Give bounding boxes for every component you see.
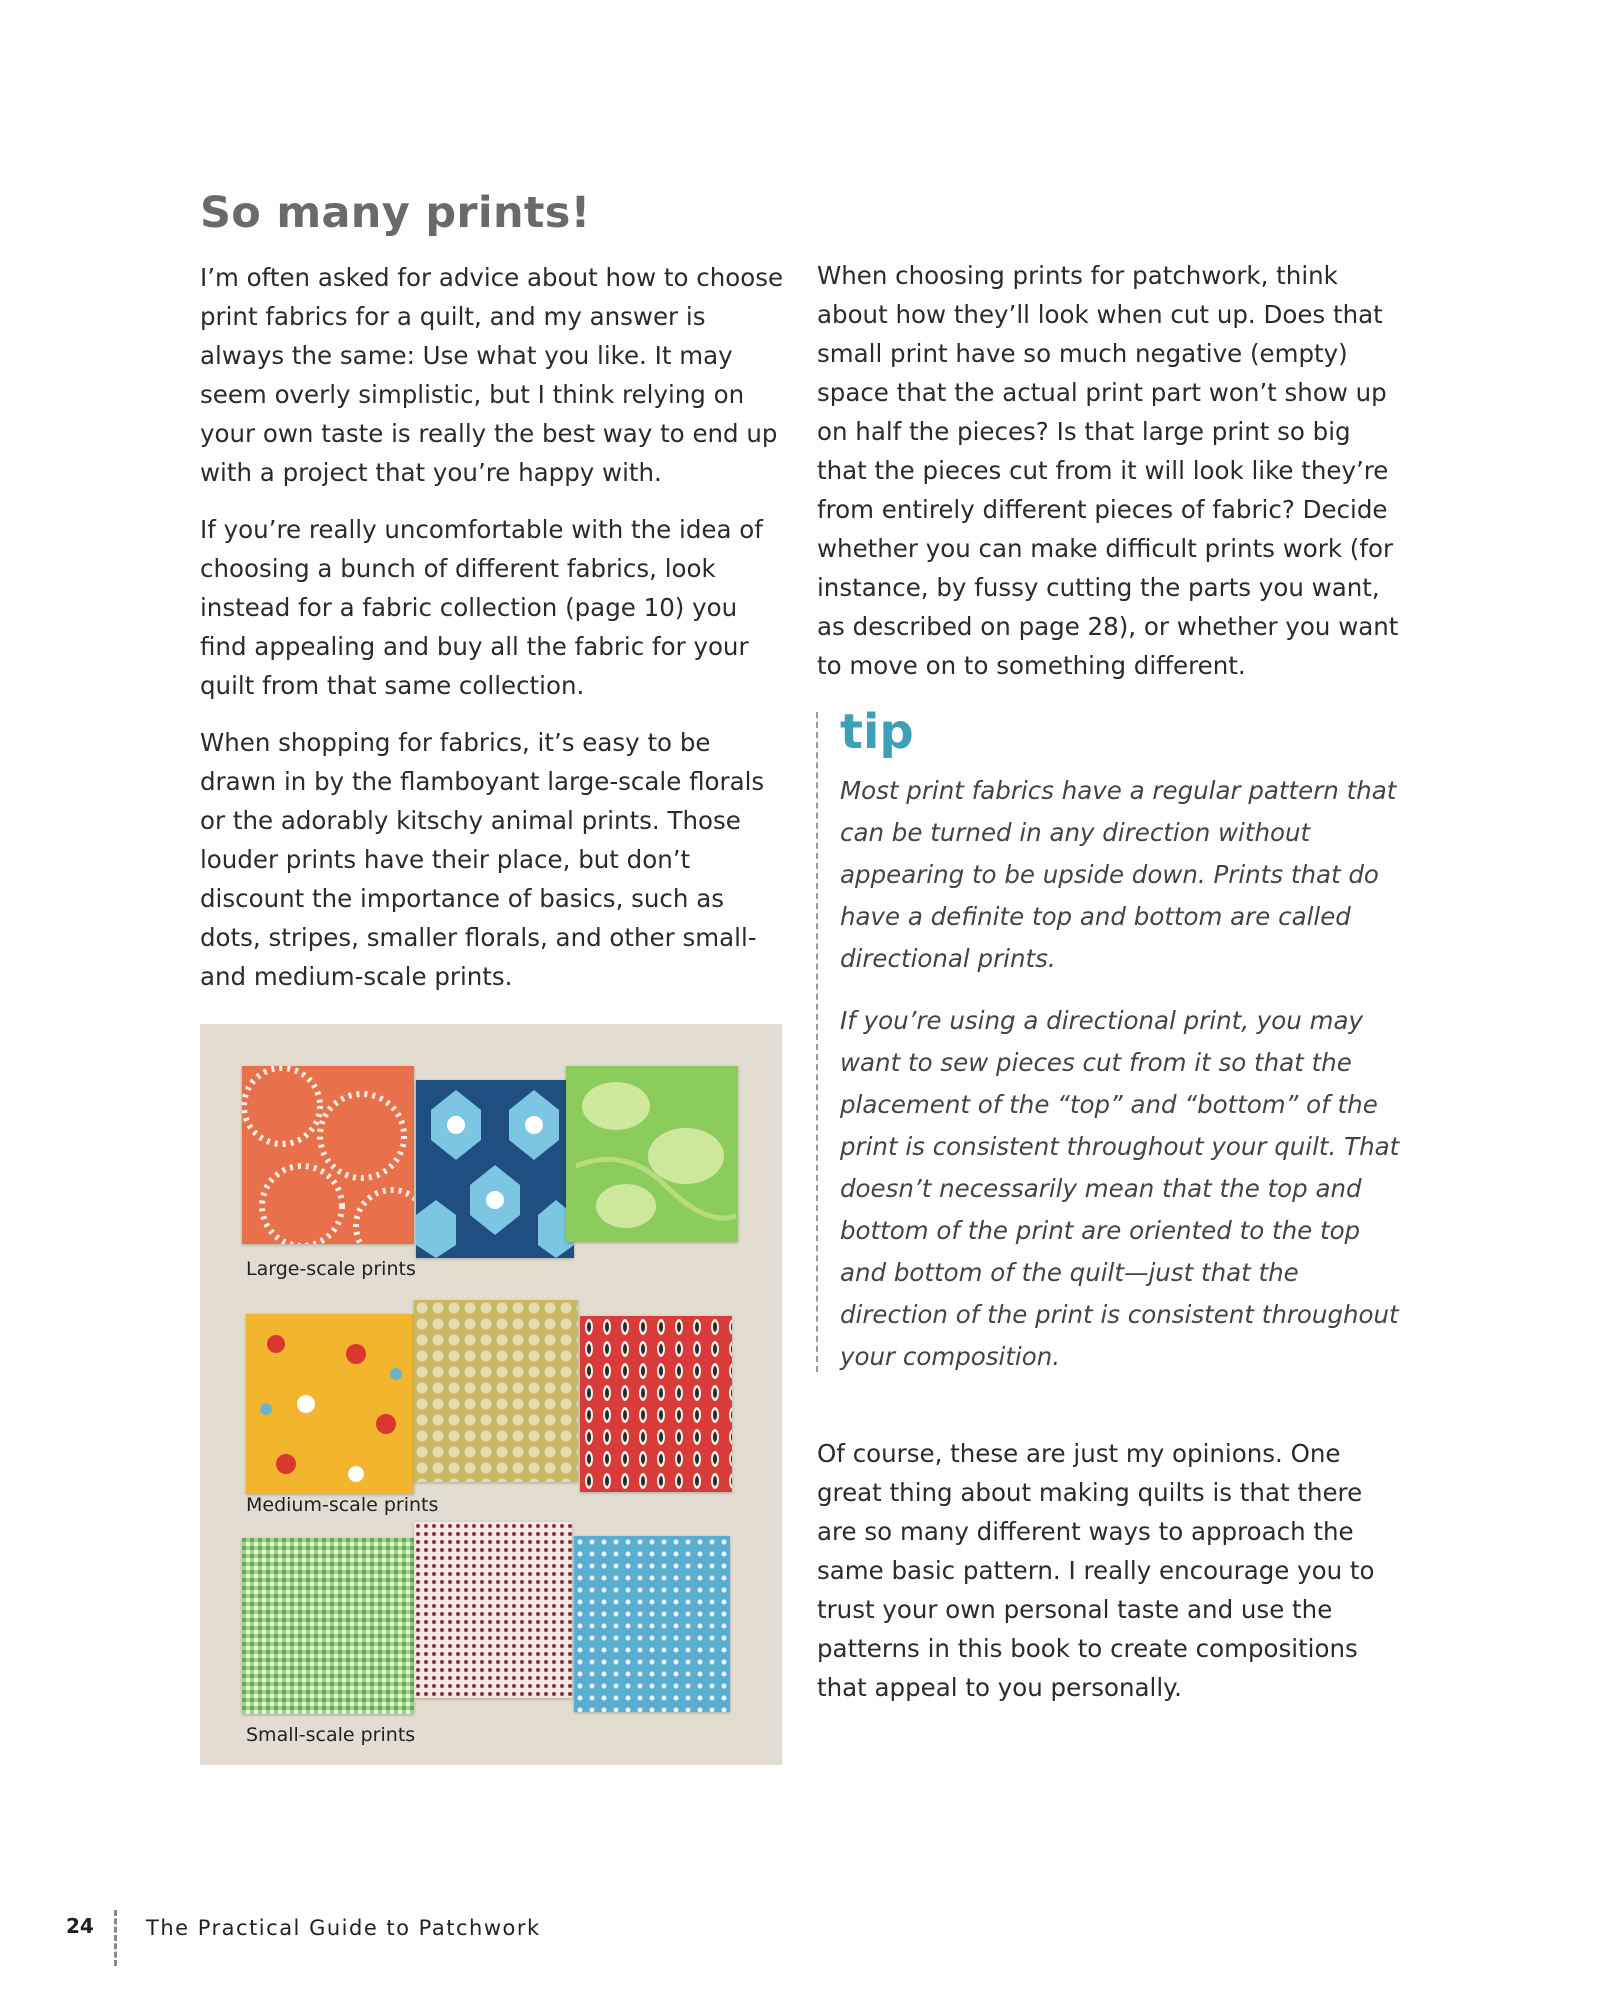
caption-medium-scale: Medium-scale prints xyxy=(246,1494,439,1516)
body-paragraph: When choosing prints for patchwork, think about how they’ll look when cut up. Does that small print have so much negative (empty) space that the actual print part won’t show up on half the pieces? Is that large print so big that the pieces cut from it will look like they’re from entirely different pieces of fabric? Decide whether you can make difficult prints work (for instance, by fussy cutting the parts you want, as described on page 28), or whether you want to move on to something different. xyxy=(817,261,1399,680)
fabric-swatches-photo xyxy=(200,1024,782,1765)
caption-small-scale: Small-scale prints xyxy=(246,1724,416,1746)
red-oval-print-swatch xyxy=(580,1316,732,1492)
yellow-floral-print-swatch xyxy=(246,1314,414,1494)
tip-sidebar xyxy=(816,704,1408,1372)
green-floral-print-swatch xyxy=(566,1066,738,1242)
olive-dot-print-swatch xyxy=(414,1300,578,1482)
footer-divider xyxy=(114,1910,117,1966)
caption-large-scale: Large-scale prints xyxy=(246,1258,416,1280)
tip-title: tip xyxy=(840,704,914,760)
teal-dot-print-swatch xyxy=(574,1536,730,1712)
left-column xyxy=(200,258,790,1014)
section-heading: So many prints! xyxy=(200,188,591,238)
body-paragraph: Of course, these are just my opinions. One great thing about making quilts is that there are so many different ways to approach the same basic pattern. I really encourage you to trust your own personal taste and use the patterns in this book to create compositions that appeal to you personally. xyxy=(817,1439,1375,1702)
closing-column xyxy=(817,1434,1407,1725)
body-paragraph: When shopping for fabrics, it’s easy to be drawn in by the flamboyant large-scale florals or the adorably kitschy animal prints. Those louder prints have their place, but don’t discount the importance of basics, such as dots, stripes, smaller florals, and other small- and medium-scale prints. xyxy=(200,728,765,991)
green-gingham-print-swatch xyxy=(242,1538,414,1714)
tip-paragraph: Most print fabrics have a regular pattern that can be turned in any direction without appearing to be upside down. Prints that do have a definite top and bottom are called directional prints. xyxy=(840,776,1397,973)
body-paragraph: I’m often asked for advice about how to choose print fabrics for a quilt, and my answer is always the same: Use what you like. It may seem overly simplistic, but I think relying on your own taste is really the best way to end up with a project that you’re happy with. xyxy=(200,263,784,487)
orange-circle-print-swatch xyxy=(242,1066,414,1244)
body-paragraph: If you’re really uncomfortable with the idea of choosing a bunch of different fabrics, look instead for a fabric collection (page 10) you find appealing and buy all the fabric for your quilt from that same collection. xyxy=(200,515,763,700)
maroon-pin-dot-print-swatch xyxy=(414,1522,572,1698)
navy-geometric-print-swatch xyxy=(416,1080,574,1258)
page-number: 24 xyxy=(66,1914,94,1938)
right-column xyxy=(817,256,1407,703)
tip-paragraph: If you’re using a directional print, you may want to sew pieces cut from it so that the placement of the “top” and “bottom” of the print is consistent throughout your quilt. That doesn’t necessarily mean that the top and bottom of the print are oriented to the top and bottom of the quilt—just that the direction of the print is consistent throughout your composition. xyxy=(840,1006,1400,1371)
tip-text xyxy=(840,770,1410,1398)
book-title: The Practical Guide to Patchwork xyxy=(146,1916,541,1940)
